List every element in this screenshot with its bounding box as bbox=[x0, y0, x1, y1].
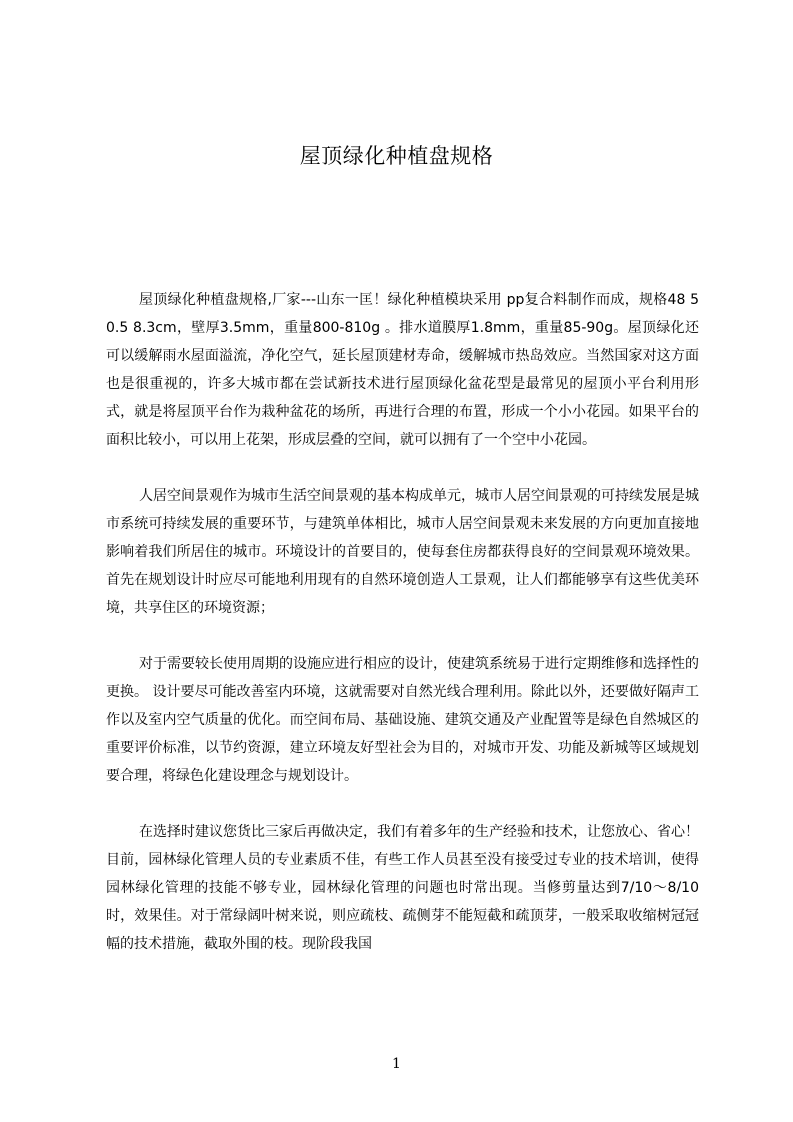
paragraph-1: 屋顶绿化种植盘规格,厂家---山东一匡！绿化种植模块采用 pp复合料制作而成，规格48 50.5 8.3cm，壁厚3.5mm，重量800-810g 。排水道膜厚1.8mm，重量85-90g。屋顶绿化还可以缓解雨水屋面溢流，净化空气，延长屋顶建材寿命，缓解城市热岛效应。当然国家对这方面也是很重视的，许多大城市都在尝试新技术进行屋顶绿化盆花型是最常见的屋顶小平台利用形式，就是将屋顶平台作为栽种盆花的场所，再进行合理的布置，形成一个小小花园。如果平台的面积比较小，可以用上花架，形成层叠的空间，就可以拥有了一个空中小花园。 bbox=[106, 292, 699, 448]
document-body bbox=[106, 286, 699, 986]
page-number: 1 bbox=[392, 1056, 401, 1072]
paragraph-3: 对于需要较长使用周期的设施应进行相应的设计，使建筑系统易于进行定期维修和选择性的更换。 设计要尽可能改善室内环境，这就需要对自然光线合理利用。除此以外，还要做好隔声工作以及室内空气质量的优化。而空间布局、基础设施、建筑交通及产业配置等是绿色自然城区的重要评价标准，以节约资源，建立环境友好型社会为目的，对城市开发、功能及新城等区域规划要合理，将绿色化建设理念与规划设计。 bbox=[106, 656, 699, 784]
document-title: 屋顶绿化种植盘规格 bbox=[299, 144, 494, 168]
paragraph-4: 在选择时建议您货比三家后再做决定，我们有着多年的生产经验和技术，让您放心、省心！目前，园林绿化管理人员的专业素质不佳，有些工作人员甚至没有接受过专业的技术培训，使得园林绿化管理的技能不够专业，园林绿化管理的问题也时常出现。当修剪量达到7/10～8/10时，效果佳。对于常绿阔叶树来说，则应疏枝、疏侧芽不能短截和疏顶芽，一般采取收缩树冠冠幅的技术措施，截取外围的枝。现阶段我国 bbox=[106, 824, 699, 952]
paragraph-2: 人居空间景观作为城市生活空间景观的基本构成单元，城市人居空间景观的可持续发展是城市系统可持续发展的重要环节，与建筑单体相比，城市人居空间景观未来发展的方向更加直接地影响着我们所居住的城市。环境设计的首要目的，使每套住房都获得良好的空间景观环境效果。首先在规划设计时应尽可能地利用现有的自然环境创造人工景观，让人们都能够享有这些优美环境，共享住区的环境资源； bbox=[106, 488, 699, 616]
